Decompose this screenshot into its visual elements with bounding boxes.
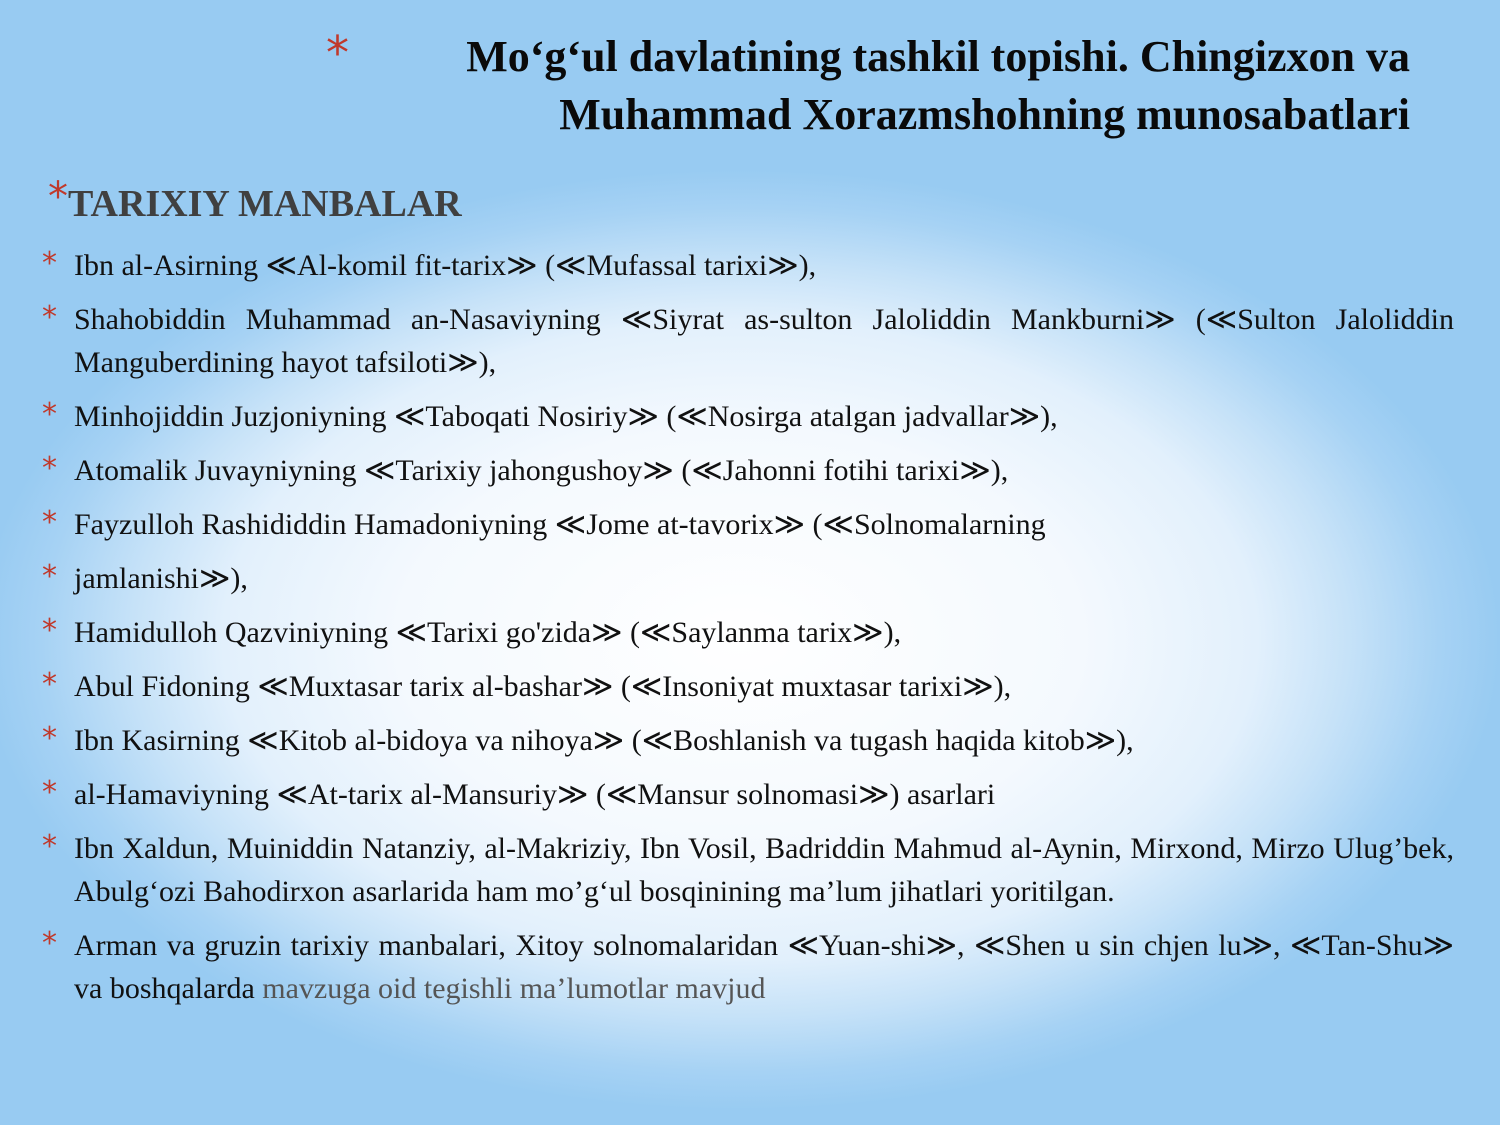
section-heading-text: TARIXIY MANBALAR <box>68 183 462 225</box>
title-bullet-icon: * <box>326 26 349 80</box>
bullet-icon: * <box>42 829 57 864</box>
bullet-icon: * <box>42 397 57 432</box>
title-line-1: Mo‘g‘ul davlatining tashkil topishi. Chingizxon va <box>466 32 1410 81</box>
bullet-icon: * <box>42 246 57 281</box>
list-item: * Minhojiddin Juzjoniyning ≪Taboqati Nosiriy≫ (≪Nosirga atalgan jadvallar≫), <box>42 397 1058 433</box>
bullet-icon: * <box>42 300 57 335</box>
list-item: * Hamidulloh Qazviniyning ≪Tarixi go'zida≫ (≪Saylanma tarix≫), <box>42 613 902 649</box>
bullet-icon: * <box>42 613 57 648</box>
list-item: * Fayzulloh Rashididdin Hamadoniyning ≪Jome at-tavorix≫ (≪Solnomalarning <box>42 505 1046 541</box>
bullet-icon: * <box>42 559 57 594</box>
bullet-icon: * <box>42 721 57 756</box>
bullet-icon: * <box>42 775 57 810</box>
bullet-icon: * <box>42 667 57 702</box>
list-item-gray-text: mavzuga oid tegishli ma’lumotlar mavjud <box>262 972 766 1005</box>
list-item: * Arman va gruzin tarixiy manbalari, Xitoy solnomalaridan ≪Yuan-shi≫, ≪Shen u sin chjen lu≫, ≪Tan-Shu≫ va boshqalarda mavzuga oid tegishli ma’lumotlar mavjud <box>42 926 1454 1005</box>
list-item: * jamlanishi≫), <box>42 559 248 595</box>
list-item: * Ibn Kasirning ≪Kitob al-bidoya va nihoya≫ (≪Boshlanish va tugash haqida kitob≫), <box>42 721 1134 757</box>
list-item: * Ibn Xaldun, Muiniddin Natanziy, al-Makriziy, Ibn Vosil, Badriddin Mahmud al-Aynin, Mirxond, Mirzo Ulug’bek, Abulg‘ozi Bahodirxon asarlarida ham mo’g‘ul bosqinining ma’lum jihatlari yoritilgan. <box>42 829 1454 908</box>
list-item: * Ibn al-Asirning ≪Al-komil fit-tarix≫ (≪Mufassal tarixi≫), <box>42 246 817 282</box>
list-item: * al-Hamaviyning ≪At-tarix al-Mansuriy≫ (≪Mansur solnomasi≫) asarlari <box>42 775 996 811</box>
heading-bullet-icon: * <box>48 174 68 220</box>
bullet-icon: * <box>42 451 57 486</box>
sources-list <box>42 244 1454 1021</box>
slide-title <box>320 28 1410 144</box>
title-line-2: Muhammad Xorazmshohning munosabatlari <box>559 90 1410 139</box>
list-item: * Abul Fidoning ≪Muxtasar tarix al-bashar≫ (≪Insoniyat muxtasar tarixi≫), <box>42 667 1012 703</box>
bullet-icon: * <box>42 505 57 540</box>
slide-title-block <box>320 28 1410 144</box>
list-item: * Atomalik Juvayniyning ≪Tarixiy jahongushoy≫ (≪Jahonni fotihi tarixi≫), <box>42 451 1009 487</box>
section-heading <box>48 174 462 226</box>
bullet-icon: * <box>42 926 57 961</box>
list-item: * Shahobiddin Muhammad an-Nasaviyning ≪Siyrat as-sulton Jaloliddin Mankburni≫ (≪Sulton Jaloliddin Manguberdining hayot tafsiloti≫), <box>42 300 1454 379</box>
